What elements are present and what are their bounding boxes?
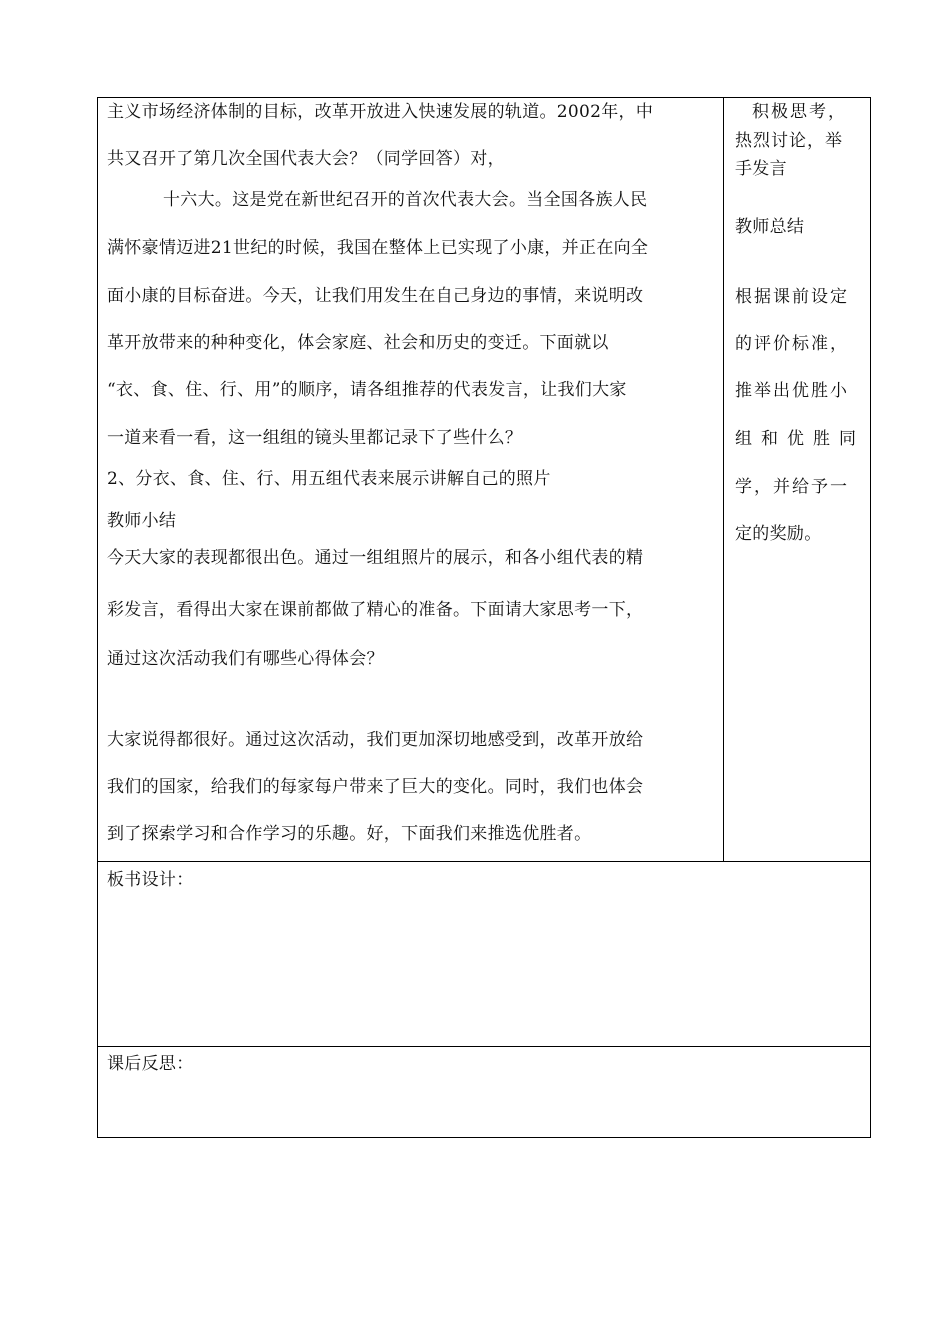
side-line-2: 热烈讨论，举	[735, 131, 843, 151]
side-line-4: 教师总结	[735, 217, 805, 237]
main-line-11: 今天大家的表现都很出色。通过一组组照片的展示，和各小组代表的精	[107, 548, 644, 568]
main-line-4: 满怀豪情迈进21世纪的时候，我国在整体上已实现了小康，并正在向全	[107, 238, 649, 258]
side-line-10: 定的奖励。	[735, 524, 822, 544]
side-line-9: 学，并给予一	[735, 477, 849, 497]
main-line-10: 教师小结	[107, 511, 177, 531]
main-line-16: 到了探索学习和合作学习的乐趣。好，下面我们来推选优胜者。	[107, 824, 592, 844]
main-line-1: 主义市场经济体制的目标，改革开放进入快速发展的轨道。2002年，中	[107, 102, 654, 122]
side-line-1: 积极思考，	[752, 102, 847, 122]
main-line-13: 通过这次活动我们有哪些心得体会？	[107, 649, 384, 669]
board-design-label: 板书设计：	[107, 870, 194, 890]
main-content-cell	[97, 97, 723, 861]
main-line-2: 共又召开了第几次全国代表大会？（同学回答）对，	[107, 149, 505, 169]
side-line-3: 手发言	[735, 159, 787, 179]
side-line-5: 根据课前设定	[735, 287, 849, 307]
side-line-6: 的评价标准，	[735, 334, 849, 354]
main-line-3: 十六大。这是党在新世纪召开的首次代表大会。当全国各族人民	[163, 190, 648, 210]
main-line-12: 彩发言，看得出大家在课前都做了精心的准备。下面请大家思考一下，	[107, 600, 644, 620]
board-design-cell	[97, 862, 871, 1046]
reflection-label: 课后反思：	[107, 1054, 194, 1074]
main-line-6: 革开放带来的种种变化，体会家庭、社会和历史的变迁。下面就以	[107, 333, 609, 353]
side-line-7: 推举出优胜小	[735, 381, 849, 401]
side-activity-cell	[724, 97, 871, 861]
main-line-15: 我们的国家，给我们的每家每户带来了巨大的变化。同时，我们也体会	[107, 777, 644, 797]
main-line-14: 大家说得都很好。通过这次活动，我们更加深切地感受到，改革开放给	[107, 730, 644, 750]
reflection-cell	[97, 1047, 871, 1138]
side-line-8: 组和优胜同	[735, 429, 865, 449]
main-line-7: “衣、食、住、行、用”的顺序，请各组推荐的代表发言，让我们大家	[107, 380, 627, 400]
main-line-8: 一道来看一看，这一组组的镜头里都记录下了些什么？	[107, 428, 523, 448]
main-line-5: 面小康的目标奋进。今天，让我们用发生在自己身边的事情，来说明改	[107, 286, 644, 306]
main-line-9: 2、分衣、食、住、行、用五组代表来展示讲解自己的照片	[107, 469, 551, 489]
